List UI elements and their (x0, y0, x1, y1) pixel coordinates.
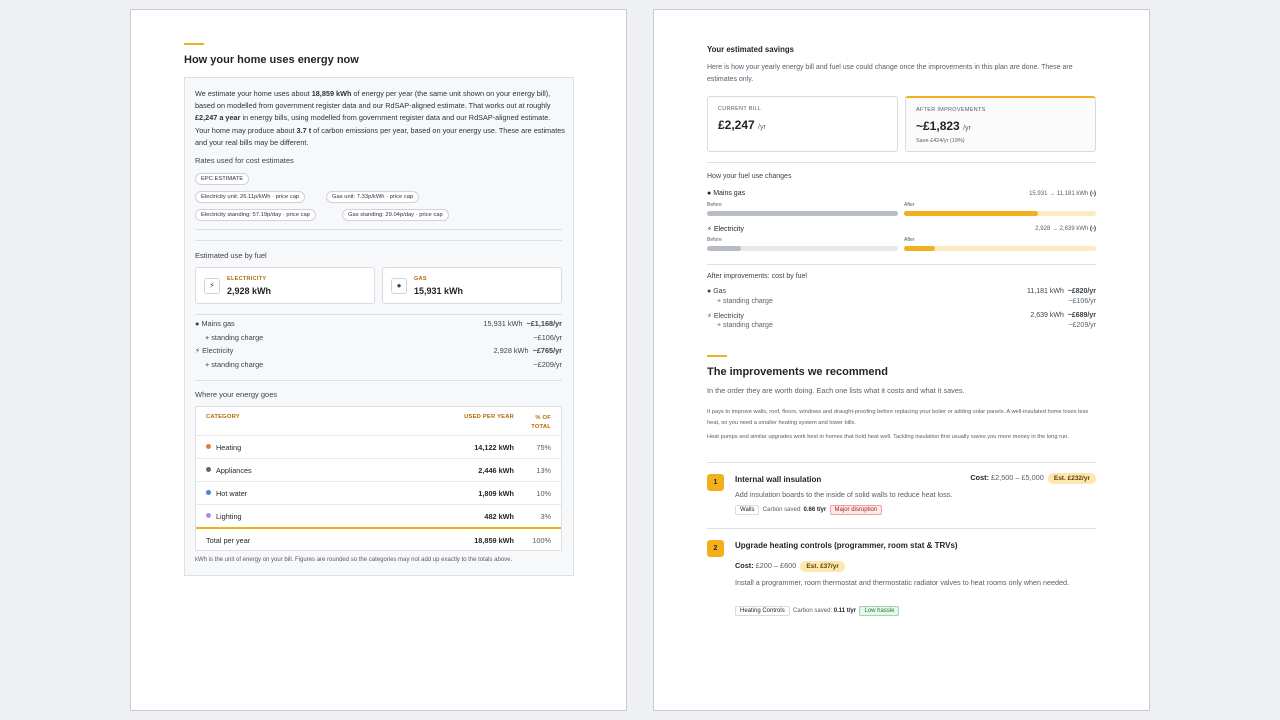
item-tags: Walls Carbon saved: 0.66 t/yr Major disruption (735, 505, 882, 515)
heating-dot (206, 444, 211, 449)
current-bill-label: CURRENT BILL (718, 106, 762, 112)
bolt-icon: ⚡ (707, 226, 712, 233)
table-row: Heating 14,122 kWh 75% (196, 435, 561, 458)
improvements-heading: The improvements we recommend (707, 366, 888, 378)
item-cost: Cost: £200 – £600 Est. £37/yr (735, 561, 845, 572)
before-label: Before (707, 202, 722, 208)
gas-row: ● Mains gas (707, 190, 746, 197)
divider (195, 380, 562, 381)
after-label: After (904, 202, 915, 208)
disruption-tag: Major disruption (830, 505, 883, 515)
divider (707, 528, 1096, 529)
flame-icon: ● (707, 288, 712, 295)
rate-pill: Gas unit: 7.33p/kWh · price cap (326, 191, 419, 203)
fuel-card-label: ELECTRICITY (227, 276, 267, 282)
fuel-line: ● Mains gas 15,931 kWh ~£1,168/yr (195, 319, 562, 328)
divider (195, 229, 562, 230)
flame-icon: ● (195, 319, 200, 328)
section-heading: How your home uses energy now (184, 54, 359, 66)
divider (707, 264, 1096, 265)
report-page-2 (653, 9, 1150, 711)
fuel-label: Estimated use by fuel (195, 251, 267, 260)
item-title: Upgrade heating controls (programmer, room stat & TRVs) (735, 541, 958, 550)
before-label: Before (707, 237, 722, 243)
divider (707, 162, 1096, 163)
est-savings-badge: Est. £37/yr (800, 561, 845, 572)
rate-pill: Electricity standing: 57.19p/day · price cap (195, 209, 316, 221)
table-row: Hot water 1,809 kWh 10% (196, 481, 561, 504)
fuel-card-gas (382, 267, 562, 304)
elec-after-bar (904, 246, 935, 251)
cost-line: ● Gas 11,181 kWh ~£820/yr (707, 288, 1096, 295)
divider (195, 314, 562, 315)
fuel-card-value: 2,928 kWh (227, 286, 272, 296)
after-savings: Save £424/yr (19%) (916, 138, 965, 144)
cost-line: + standing charge ~£106/yr (717, 298, 1096, 305)
table-total-row: Total per year 18,859 kWh 100% (196, 527, 561, 550)
where-label: Where your energy goes (195, 390, 278, 399)
divider (707, 462, 1096, 463)
after-improvements-card (905, 96, 1096, 152)
rate-pill: Gas standing: 29.04p/day · price cap (342, 209, 449, 221)
fuel-change-label: How your fuel use changes (707, 173, 792, 180)
item-cost: Cost: £2,500 – £5,000 Est. £232/yr (970, 473, 1096, 484)
cost-line: ⚡ Electricity 2,639 kWh ~£689/yr (707, 312, 1096, 320)
table-header: CATEGORY (206, 414, 240, 420)
rate-pill: EPC ESTIMATE (195, 173, 249, 185)
gas-range: 15,931 → 11,181 kWh (-) (1029, 191, 1096, 197)
fuel-line: ⚡ Electricity 2,928 kWh ~£765/yr (195, 346, 562, 355)
category-tag: Walls (735, 505, 759, 515)
intro-paragraph: We estimate your home uses about 18,859 kWh of energy per year (the same unit shown on your energy bill), based on modelled from government register data and our RdSAP-aligned estimate. That works out at roughly £2,247 a year in energy bills, using modelled from government register data and our RdSAP-aligned estimate. Your home may produce about 3.7 t of carbon emissions per year, based on your energy use. These are estimates and your real bills may be different. (195, 89, 565, 147)
est-savings-badge: Est. £232/yr (1048, 473, 1096, 484)
bolt-icon: ⚡ (707, 313, 712, 320)
disruption-tag: Low hassle (859, 606, 899, 616)
savings-heading: Your estimated savings (707, 45, 794, 54)
item-number: 1 (707, 474, 724, 491)
fuel-card-value: 15,931 kWh (414, 286, 464, 296)
gas-after-bar (904, 211, 1038, 216)
fuel-line: + standing charge ~£106/yr (205, 333, 562, 342)
item-number: 2 (707, 540, 724, 557)
cost-label: After improvements: cost by fuel (707, 273, 807, 280)
bolt-icon: ⚡ (195, 346, 201, 355)
category-tag: Heating Controls (735, 606, 790, 616)
table-header: % OF TOTAL (531, 415, 551, 430)
after-label: AFTER IMPROVEMENTS (916, 107, 986, 113)
rate-pill: Electricity unit: 26.11p/kWh · price cap (195, 191, 305, 203)
fuel-card-electricity (195, 267, 375, 304)
cost-line: + standing charge ~£209/yr (717, 322, 1096, 329)
fuel-line: + standing charge ~£209/yr (205, 360, 562, 369)
flame-icon: ● (707, 190, 712, 197)
table-row: Appliances 2,446 kWh 13% (196, 458, 561, 481)
report-page-1 (130, 9, 627, 711)
current-bill-value: £2,247 /yr (718, 118, 766, 132)
improvements-para-2: Heat pumps and similar upgrades work best in homes that hold heat well. Tackling insulation first usually saves you more money in the long run. (707, 434, 1069, 440)
table-row: Lighting 482 kWh 3% (196, 504, 561, 527)
lighting-dot (206, 513, 211, 518)
item-description: Add insulation boards to the inside of solid walls to reduce heat loss. (735, 490, 953, 499)
current-bill-card (707, 96, 898, 152)
bolt-icon: ⚡ (204, 278, 220, 294)
improvements-para-1: It pays to improve walls, roof, floors, windows and draught-proofing before replacing your boiler or adding solar panels. A well-insulated home loses less heat, so you need a smaller heating system and lower bills. (707, 409, 1089, 426)
item-tags: Heating Controls Carbon saved: 0.11 t/yr Low hassle (735, 606, 899, 616)
after-value: ~£1,823 /yr (916, 119, 971, 133)
savings-intro: Here is how your yearly energy bill and fuel use could change once the improvements in this plan are done. These are estimates only. (707, 64, 1073, 83)
elec-before-bar (707, 246, 741, 251)
accent-bar (184, 43, 204, 45)
flame-icon: ● (391, 278, 407, 294)
energy-table (195, 406, 562, 551)
footnote: kWh is the unit of energy on your bill. Figures are rounded so the categories may not add up exactly to the totals above. (195, 557, 513, 563)
table-header: USED PER YEAR (464, 414, 514, 420)
gas-before-bar (707, 211, 898, 216)
improvements-subtitle: In the order they are worth doing. Each one lists what it costs and what it saves. (707, 386, 965, 395)
accent-bar (707, 355, 727, 357)
appliances-dot (206, 467, 211, 472)
item-description: Install a programmer, room thermostat and thermostatic radiator valves to heat rooms only when needed. (735, 578, 1069, 587)
item-title: Internal wall insulation (735, 475, 822, 484)
energy-summary-card (184, 77, 574, 576)
divider (195, 240, 562, 241)
hot-water-dot (206, 490, 211, 495)
electricity-row: ⚡ Electricity (707, 226, 744, 233)
fuel-card-label: GAS (414, 276, 427, 282)
electricity-range: 2,928 → 2,639 kWh (-) (1035, 226, 1096, 232)
rates-label: Rates used for cost estimates (195, 156, 294, 165)
after-label: After (904, 237, 915, 243)
